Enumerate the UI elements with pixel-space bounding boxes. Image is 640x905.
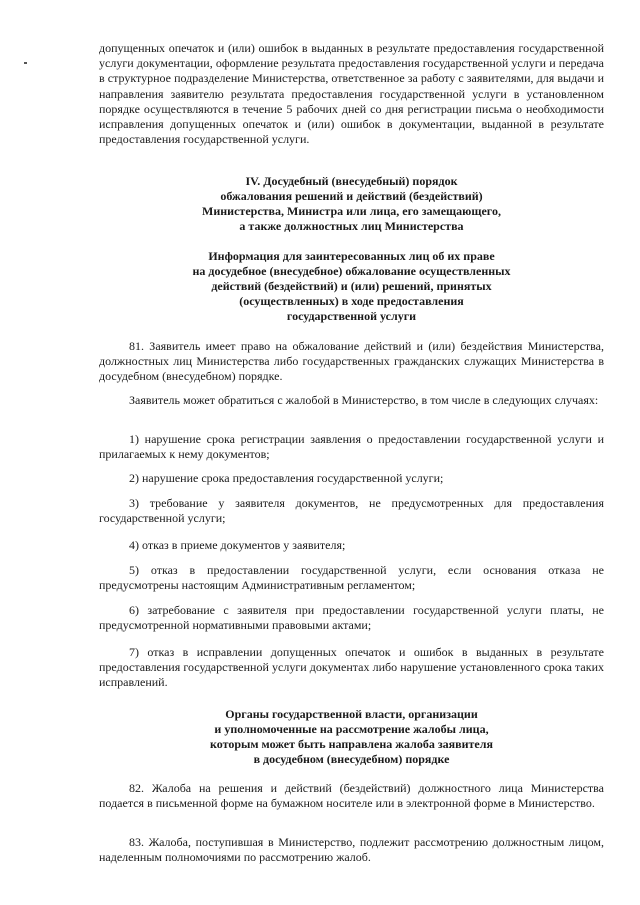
heading-info-rights: [99, 249, 604, 324]
heading-organs: [99, 707, 604, 767]
heading-line: и уполномоченные на рассмотрение жалобы лица,: [214, 722, 489, 736]
case-item-2: 2) нарушение срока предоставления государственной услуги;: [129, 471, 444, 485]
heading-line: Органы государственной власти, организации: [225, 707, 478, 721]
heading-line: Информация для заинтересованных лиц об их праве: [208, 249, 495, 263]
heading-line: которым может быть направлена жалоба заявителя: [210, 737, 493, 751]
case-item-1: 1) нарушение срока регистрации заявления о предоставлении государственной услуги и прилагаемых к нему документов;: [99, 432, 604, 462]
heading-line: (осуществленных) в ходе предоставления: [239, 294, 464, 308]
case-item-4: 4) отказ в приеме документов у заявителя;: [129, 538, 346, 552]
paragraph-cases-intro: Заявитель может обратиться с жалобой в Министерство, в том числе в следующих случаях:: [129, 393, 599, 407]
heading-line: IV. Досудебный (внесудебный) порядок: [245, 174, 458, 188]
paragraph-83: 83. Жалоба, поступившая в Министерство, подлежит рассмотрению должностным лицом, наделенным полномочиями по рассмотрению жалоб.: [99, 835, 604, 865]
case-item-7: 7) отказ в исправлении допущенных опечаток и ошибок в выданных в результате предоставления государственной услуги документах либо нарушение установленного срока таких исправлений.: [99, 645, 604, 690]
case-item-3: 3) требование у заявителя документов, не предусмотренных для предоставления государственной услуги;: [99, 496, 604, 526]
heading-section-iv: [99, 174, 604, 234]
case-item-5: 5) отказ в предоставлении государственной услуги, если основания отказа не предусмотрены настоящим Административным регламентом;: [99, 563, 604, 593]
heading-line: Министерства, Министра или лица, его замещающего,: [202, 204, 501, 218]
paragraph-81: 81. Заявитель имеет право на обжалование действий и (или) бездействия Министерства, должностных лиц Министерства либо государственных гражданских служащих Министерства в досудебном (внесудебном) порядке.: [99, 339, 604, 384]
heading-line: а также должностных лиц Министерства: [239, 219, 464, 233]
heading-line: государственной услуги: [286, 309, 417, 323]
paragraph-82: 82. Жалоба на решения и действий (бездействий) должностного лица Министерства подается в письменной форме на бумажном носителе или в электронной форме в Министерство.: [99, 781, 604, 811]
case-item-6: 6) затребование с заявителя при предоставлении государственной услуги платы, не предусмотренной нормативными правовыми актами;: [99, 603, 604, 633]
heading-line: действий (бездействий) и (или) решений, принятых: [211, 279, 492, 293]
heading-line: в досудебном (внесудебном) порядке: [253, 752, 450, 766]
heading-line: на досудебное (внесудебное) обжалование осуществленных: [192, 264, 511, 278]
heading-line: обжалования решений и действий (бездействий): [220, 189, 483, 203]
paragraph-corrections-continuation: допущенных опечаток и (или) ошибок в выданных в результате предоставления государственной услуги документации, оформление результата предоставления государственной услуги и передача в структурное подразделение Министерства, ответственное за работу с заявителями, для выдачи и направления заявителю результата предоставления государственной услуги в установленном порядке осуществляются в течение 5 рабочих дней со дня регистрации письма о необходимости исправления допущенных опечаток и (или) ошибок в документации, выданной в результате предоставления государственной услуги.: [99, 41, 604, 147]
scan-speck: [24, 62, 27, 64]
